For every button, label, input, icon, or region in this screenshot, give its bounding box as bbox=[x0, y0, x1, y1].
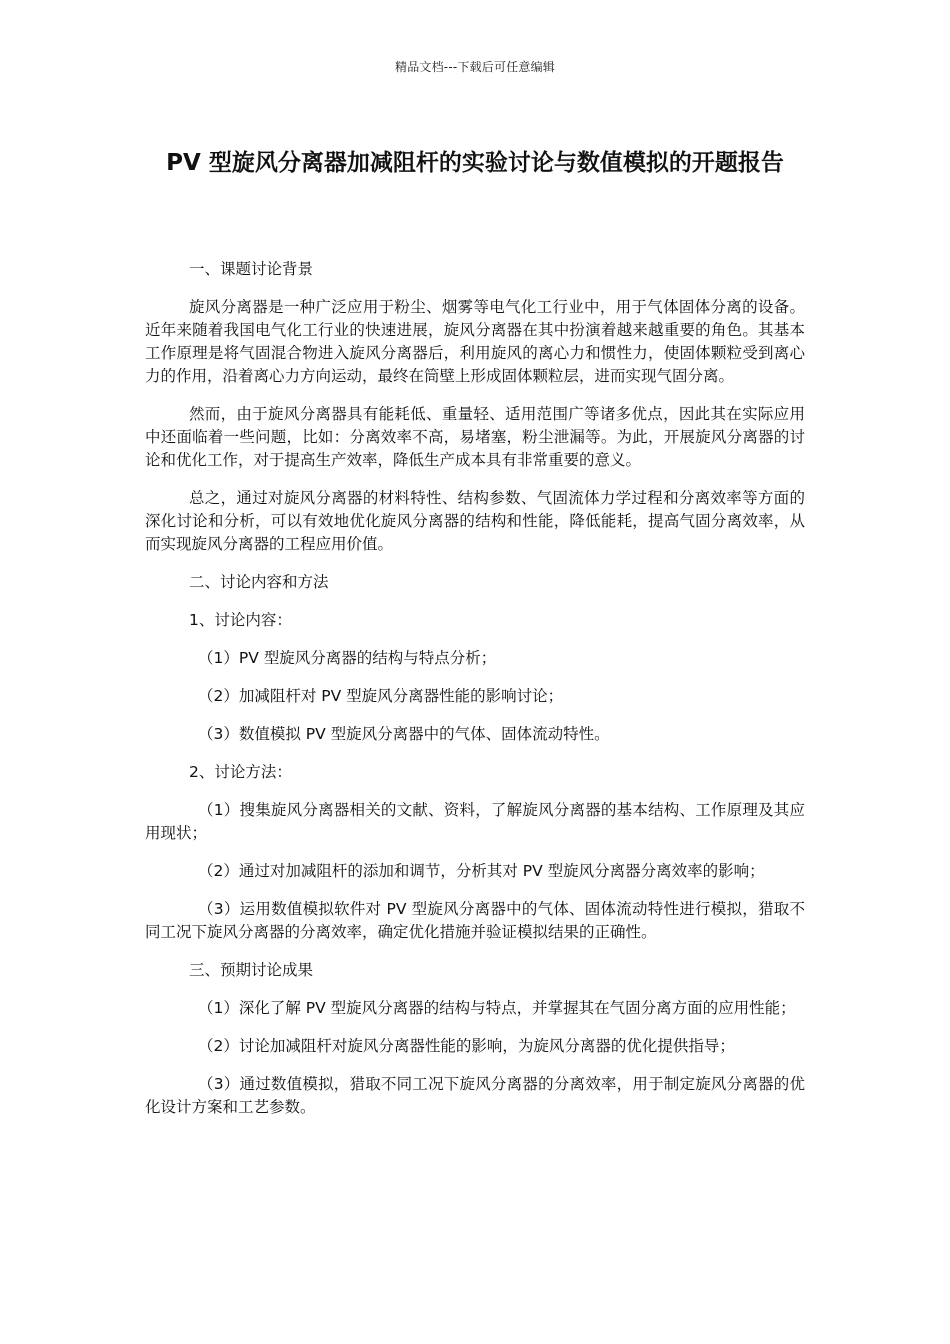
list-item: （1）搜集旋风分离器相关的文献、资料，了解旋风分离器的基本结构、工作原理及其应用现状； bbox=[145, 801, 805, 842]
list-item: （2）讨论加减阻杆对旋风分离器性能的影响，为旋风分离器的优化提供指导； bbox=[198, 1037, 735, 1055]
section-heading-results: 三、预期讨论成果 bbox=[189, 961, 314, 979]
list-item: （3）数值模拟 PV 型旋风分离器中的气体、固体流动特性。 bbox=[198, 725, 610, 743]
list-item: （1）深化了解 PV 型旋风分离器的结构与特点，并掌握其在气固分离方面的应用性能； bbox=[198, 999, 796, 1017]
list-item: （3）运用数值模拟软件对 PV 型旋风分离器中的气体、固体流动特性进行模拟，猎取不同工况下旋风分离器的分离效率，确定优化措施并验证模拟结果的正确性。 bbox=[145, 900, 805, 941]
section-heading-background: 一、课题讨论背景 bbox=[189, 260, 314, 278]
list-item: （2）加减阻杆对 PV 型旋风分离器性能的影响讨论； bbox=[198, 687, 564, 705]
page-header: 精品文档---下载后可任意编辑 bbox=[395, 60, 555, 74]
document-body bbox=[145, 258, 805, 1134]
section-heading-content-method: 二、讨论内容和方法 bbox=[189, 573, 329, 591]
list-item: （2）通过对加减阻杆的添加和调节，分析其对 PV 型旋风分离器分离效率的影响； bbox=[198, 862, 765, 880]
paragraph: 旋风分离器是一种广泛应用于粉尘、烟雾等电气化工行业中，用于气体固体分离的设备。近年来随着我国电气化工行业的快速进展，旋风分离器在其中扮演着越来越重要的角色。其基本工作原理是将气固混合物进入旋风分离器后，利用旋风的离心力和惯性力，使固体颗粒受到离心力的作用，沿着离心力方向运动，最终在筒壁上形成固体颗粒层，进而实现气固分离。 bbox=[145, 298, 805, 385]
document-title: PV 型旋风分离器加减阻杆的实验讨论与数值模拟的开题报告 bbox=[166, 150, 784, 176]
list-item: （1）PV 型旋风分离器的结构与特点分析； bbox=[198, 649, 497, 667]
paragraph: 然而，由于旋风分离器具有能耗低、重量轻、适用范围广等诸多优点，因此其在实际应用中还面临着一些问题，比如：分离效率不高，易堵塞，粉尘泄漏等。为此，开展旋风分离器的讨论和优化工作，对于提高生产效率，降低生产成本具有非常重要的意义。 bbox=[145, 405, 805, 469]
paragraph: 总之，通过对旋风分离器的材料特性、结构参数、气固流体力学过程和分离效率等方面的深化讨论和分析，可以有效地优化旋风分离器的结构和性能，降低能耗，提高气固分离效率，从而实现旋风分离器的工程应用价值。 bbox=[145, 489, 805, 553]
subsection-heading-method: 2、讨论方法： bbox=[189, 763, 292, 781]
list-item: （3）通过数值模拟，猎取不同工况下旋风分离器的分离效率，用于制定旋风分离器的优化设计方案和工艺参数。 bbox=[145, 1075, 805, 1116]
subsection-heading-content: 1、讨论内容： bbox=[189, 611, 292, 629]
